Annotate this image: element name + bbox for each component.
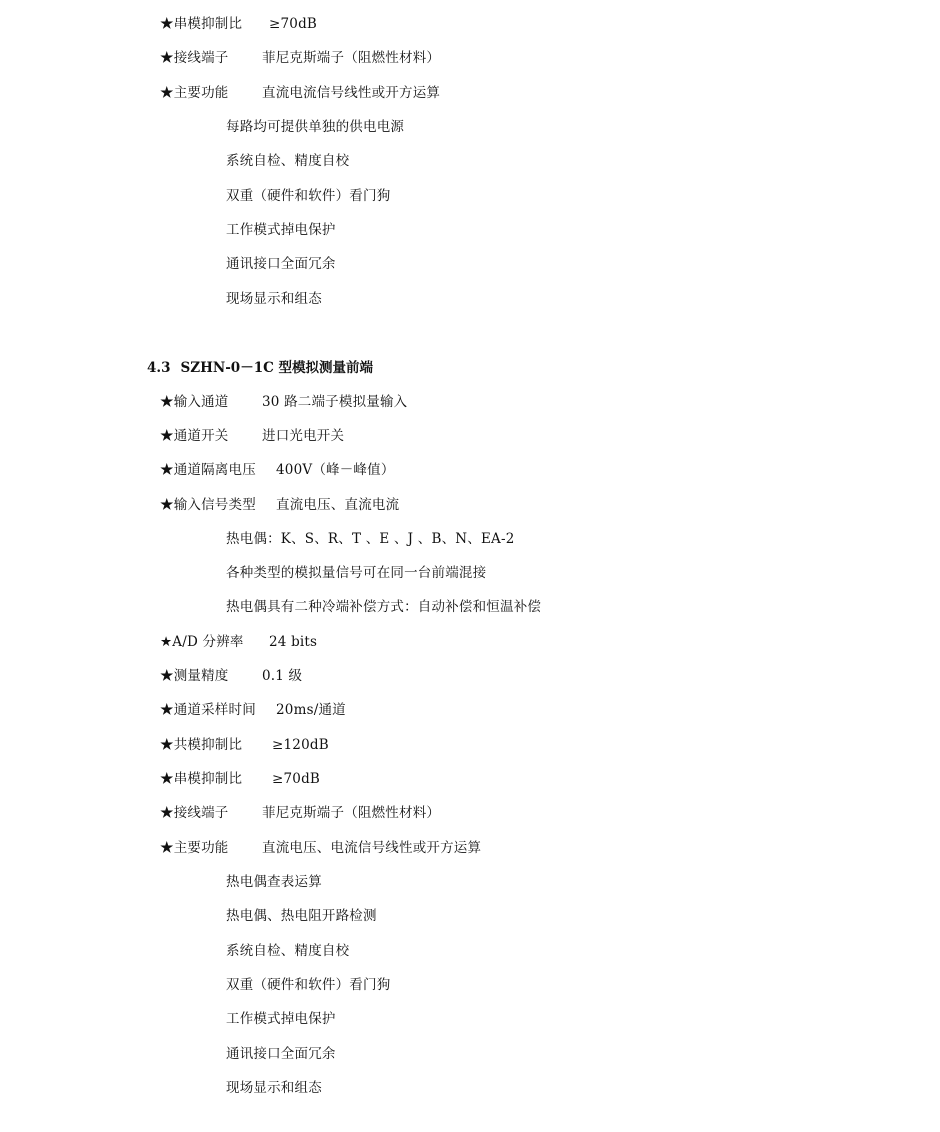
spec-value: 30 路二端子模拟量输入 [262, 394, 408, 410]
spec-value: ≥120dB [272, 737, 329, 753]
spec-label: ★测量精度 [160, 668, 229, 684]
function-item: 双重（硬件和软件）看门狗 [226, 977, 391, 993]
function-item: 工作模式掉电保护 [226, 222, 336, 238]
signal-note: 热电偶具有二种冷端补偿方式：自动补偿和恒温补偿 [226, 599, 542, 615]
function-item: 通讯接口全面冗余 [226, 256, 336, 272]
section-heading [147, 358, 373, 378]
function-item: 系统自检、精度自校 [226, 943, 350, 959]
function-item: 双重（硬件和软件）看门狗 [226, 188, 391, 204]
function-item: 现场显示和组态 [226, 291, 322, 307]
function-item: 热电偶查表运算 [226, 874, 322, 890]
spec-label: ★接线端子 [160, 805, 229, 821]
spec-label: ★通道采样时间 [160, 702, 256, 718]
spec-label: ★共模抑制比 [160, 737, 243, 753]
spec-label: ★通道隔离电压 [160, 462, 256, 478]
spec-label: ★A/D 分辨率 [160, 634, 244, 650]
function-item: 每路均可提供单独的供电电源 [226, 119, 405, 135]
spec-label: ★输入信号类型 [160, 497, 256, 513]
function-item: 工作模式掉电保护 [226, 1011, 336, 1027]
spec-value: 直流电流信号线性或开方运算 [262, 85, 441, 101]
spec-value: ≥70dB [269, 16, 318, 32]
spec-label: ★接线端子 [160, 50, 229, 66]
spec-value: 24 bits [269, 634, 318, 650]
function-item: 系统自检、精度自校 [226, 153, 350, 169]
spec-label: ★通道开关 [160, 428, 229, 444]
function-item: 现场显示和组态 [226, 1080, 322, 1096]
spec-label: ★串模抑制比 [160, 771, 243, 787]
spec-value: 20ms/通道 [276, 702, 346, 718]
section-number: 4.3 [147, 360, 171, 376]
spec-value: 直流电压、直流电流 [276, 497, 400, 513]
spec-value: ≥70dB [272, 771, 321, 787]
spec-value: 400V（峰－峰值） [276, 462, 395, 478]
function-item: 热电偶、热电阻开路检测 [226, 908, 377, 924]
spec-value: 菲尼克斯端子（阻燃性材料） [262, 50, 441, 66]
spec-label: ★主要功能 [160, 85, 229, 101]
spec-label: ★输入通道 [160, 394, 229, 410]
spec-label: ★串模抑制比 [160, 16, 243, 32]
signal-note: 各种类型的模拟量信号可在同一台前端混接 [226, 565, 487, 581]
signal-note: 热电偶：K、S、R、T 、E 、J 、B、N、EA-2 [226, 531, 515, 547]
spec-value: 0.1 级 [262, 668, 303, 684]
spec-value: 菲尼克斯端子（阻燃性材料） [262, 805, 441, 821]
function-item: 通讯接口全面冗余 [226, 1046, 336, 1062]
spec-value: 进口光电开关 [262, 428, 345, 444]
spec-label: ★主要功能 [160, 840, 229, 856]
spec-value: 直流电压、电流信号线性或开方运算 [262, 840, 482, 856]
section-title: SZHN-0－1C 型模拟测量前端 [180, 360, 374, 376]
